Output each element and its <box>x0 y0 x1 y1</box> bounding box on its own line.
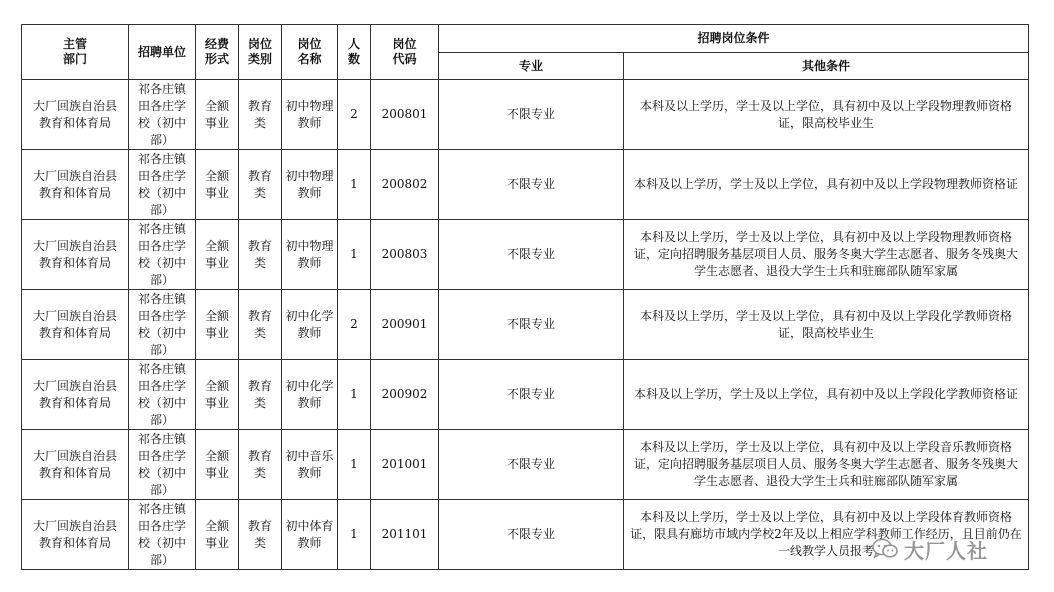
cell-position-name-text: 初中物理教师 <box>285 238 334 270</box>
cell-position-name-text: 初中化学教师 <box>285 378 334 410</box>
cell-position-name <box>282 430 338 500</box>
cell-code-text: 200802 <box>381 177 428 191</box>
cell-unit-text: 祁各庄镇田各庄学校（初中部） <box>137 291 186 357</box>
cell-position-name-text: 初中音乐教师 <box>285 448 334 480</box>
cell-category <box>239 500 282 570</box>
cell-position-name <box>282 500 338 570</box>
cell-other-conditions-text: 本科及以上学历，学士及以上学位，具有初中及以上学段物理教师资格证，限高校毕业生 <box>639 98 1012 130</box>
cell-dept-text: 大厂回族自治县教育和体育局 <box>32 98 117 130</box>
cell-major <box>439 430 624 500</box>
cell-code <box>371 360 439 430</box>
header-fund: 经费形式 <box>196 25 239 80</box>
cell-dept-text: 大厂回族自治县教育和体育局 <box>32 518 117 550</box>
cell-unit <box>129 430 196 500</box>
cell-category <box>239 150 282 220</box>
cell-count <box>338 220 371 290</box>
header-category: 岗位类别 <box>239 25 282 80</box>
cell-count-text: 1 <box>350 457 358 471</box>
cell-position-name <box>282 290 338 360</box>
cell-code-text: 200803 <box>381 247 428 261</box>
cell-count-text: 1 <box>350 247 358 261</box>
cell-unit-text: 祁各庄镇田各庄学校（初中部） <box>137 151 186 217</box>
cell-count-text: 1 <box>350 387 358 401</box>
cell-count-text: 1 <box>350 527 358 541</box>
cell-fund <box>196 150 239 220</box>
cell-major-text: 不限专业 <box>506 107 555 121</box>
cell-category <box>239 290 282 360</box>
cell-fund-text: 全额事业 <box>204 308 229 340</box>
cell-unit <box>129 150 196 220</box>
cell-code <box>371 500 439 570</box>
cell-count-text: 2 <box>350 107 358 121</box>
table-row <box>22 150 1029 220</box>
cell-fund-text: 全额事业 <box>204 518 229 550</box>
cell-code-text: 201001 <box>381 457 428 471</box>
cell-unit-text: 祁各庄镇田各庄学校（初中部） <box>137 431 186 497</box>
cell-unit <box>129 500 196 570</box>
cell-dept <box>22 80 129 150</box>
cell-major-text: 不限专业 <box>506 177 555 191</box>
cell-fund <box>196 290 239 360</box>
cell-fund-text: 全额事业 <box>204 168 229 200</box>
cell-major <box>439 500 624 570</box>
cell-dept-text: 大厂回族自治县教育和体育局 <box>32 238 117 270</box>
cell-major-text: 不限专业 <box>506 387 555 401</box>
cell-position-name <box>282 80 338 150</box>
table-row <box>22 220 1029 290</box>
cell-code-text: 201101 <box>381 527 428 541</box>
cell-unit-text: 祁各庄镇田各庄学校（初中部） <box>137 221 186 287</box>
cell-count <box>338 360 371 430</box>
cell-unit <box>129 360 196 430</box>
cell-dept <box>22 360 129 430</box>
cell-major-text: 不限专业 <box>506 247 555 261</box>
cell-code <box>371 150 439 220</box>
cell-count-text: 2 <box>350 317 358 331</box>
cell-major <box>439 220 624 290</box>
table-row <box>22 80 1029 150</box>
cell-major <box>439 360 624 430</box>
header-count: 人数 <box>338 25 371 80</box>
cell-position-name-text: 初中物理教师 <box>285 168 334 200</box>
cell-position-name-text: 初中体育教师 <box>285 518 334 550</box>
cell-unit-text: 祁各庄镇田各庄学校（初中部） <box>137 501 186 567</box>
cell-count <box>338 290 371 360</box>
cell-unit-text: 祁各庄镇田各庄学校（初中部） <box>137 361 186 427</box>
table-row <box>22 430 1029 500</box>
header-code: 岗位代码 <box>371 25 439 80</box>
cell-major <box>439 290 624 360</box>
cell-other-conditions <box>624 150 1029 220</box>
cell-category-text: 教育类 <box>247 168 272 200</box>
cell-count <box>338 500 371 570</box>
cell-other-conditions <box>624 80 1029 150</box>
cell-category-text: 教育类 <box>247 378 272 410</box>
cell-code-text: 200901 <box>381 317 428 331</box>
cell-code-text: 200902 <box>381 387 428 401</box>
header-major: 专业 <box>439 53 624 80</box>
cell-position-name <box>282 220 338 290</box>
cell-category-text: 教育类 <box>247 308 272 340</box>
cell-major <box>439 80 624 150</box>
cell-fund <box>196 430 239 500</box>
cell-category <box>239 430 282 500</box>
cell-dept <box>22 500 129 570</box>
cell-unit <box>129 290 196 360</box>
cell-dept <box>22 430 129 500</box>
cell-dept-text: 大厂回族自治县教育和体育局 <box>32 378 117 410</box>
cell-category <box>239 220 282 290</box>
cell-count-text: 1 <box>350 177 358 191</box>
cell-fund <box>196 220 239 290</box>
cell-category <box>239 80 282 150</box>
header-unit: 招聘单位 <box>129 25 196 80</box>
cell-other-conditions-text: 本科及以上学历，学士及以上学位，具有初中及以上学段物理教师资格证，定向招聘服务基层项目人员、服务冬奥大学生志愿者、服务冬残奥大学生志愿者、退役大学生士兵和驻廊部队随军家属 <box>633 230 1018 278</box>
cell-unit <box>129 220 196 290</box>
cell-other-conditions-text: 本科及以上学历，学士及以上学位，具有初中及以上学段化学教师资格证，限高校毕业生 <box>639 308 1012 340</box>
cell-fund-text: 全额事业 <box>204 378 229 410</box>
cell-dept <box>22 220 129 290</box>
cell-category-text: 教育类 <box>247 98 272 130</box>
cell-dept-text: 大厂回族自治县教育和体育局 <box>32 448 117 480</box>
cell-other-conditions <box>624 220 1029 290</box>
cell-other-conditions <box>624 360 1029 430</box>
cell-major-text: 不限专业 <box>506 527 555 541</box>
table-row <box>22 290 1029 360</box>
cell-unit <box>129 80 196 150</box>
cell-position-name-text: 初中物理教师 <box>285 98 334 130</box>
cell-code <box>371 290 439 360</box>
header-name: 岗位名称 <box>282 25 338 80</box>
cell-other-conditions <box>624 290 1029 360</box>
cell-other-conditions-text: 本科及以上学历，学士及以上学位，具有初中及以上学段音乐教师资格证，定向招聘服务基层项目人员、服务冬奥大学生志愿者、服务冬残奥大学生志愿者、退役大学生士兵和驻廊部队随军家属 <box>633 440 1018 488</box>
table-row <box>22 360 1029 430</box>
cell-position-name <box>282 150 338 220</box>
header-conditions: 招聘岗位条件 <box>439 25 1029 53</box>
cell-code <box>371 430 439 500</box>
cell-fund-text: 全额事业 <box>204 98 229 130</box>
cell-dept-text: 大厂回族自治县教育和体育局 <box>32 168 117 200</box>
cell-major <box>439 150 624 220</box>
cell-major-text: 不限专业 <box>506 317 555 331</box>
cell-other-conditions-text: 本科及以上学历，学士及以上学位，具有初中及以上学段体育教师资格证，限具有廊坊市域内学校2年及以上相应学科教师工作经历，且目前仍在一线教学人员报考 <box>630 510 1022 558</box>
cell-code <box>371 220 439 290</box>
cell-dept <box>22 290 129 360</box>
cell-fund <box>196 80 239 150</box>
cell-count <box>338 80 371 150</box>
cell-dept-text: 大厂回族自治县教育和体育局 <box>32 308 117 340</box>
cell-category <box>239 360 282 430</box>
cell-major-text: 不限专业 <box>506 457 555 471</box>
wechat-icon <box>872 538 898 560</box>
cell-fund <box>196 500 239 570</box>
cell-fund-text: 全额事业 <box>204 238 229 270</box>
cell-unit-text: 祁各庄镇田各庄学校（初中部） <box>137 81 186 147</box>
recruitment-table <box>21 24 1029 570</box>
cell-other-conditions <box>624 430 1029 500</box>
cell-code-text: 200801 <box>381 107 428 121</box>
watermark-text: 大厂人社 <box>904 538 988 563</box>
cell-other-conditions-text: 本科及以上学历，学士及以上学位，具有初中及以上学段化学教师资格证 <box>633 387 1018 401</box>
cell-dept <box>22 150 129 220</box>
cell-count <box>338 150 371 220</box>
cell-code <box>371 80 439 150</box>
cell-position-name-text: 初中化学教师 <box>285 308 334 340</box>
cell-category-text: 教育类 <box>247 238 272 270</box>
cell-category-text: 教育类 <box>247 518 272 550</box>
watermark <box>872 534 988 564</box>
cell-fund-text: 全额事业 <box>204 448 229 480</box>
cell-category-text: 教育类 <box>247 448 272 480</box>
cell-fund <box>196 360 239 430</box>
cell-position-name <box>282 360 338 430</box>
header-other: 其他条件 <box>624 53 1029 80</box>
cell-count <box>338 430 371 500</box>
cell-other-conditions-text: 本科及以上学历，学士及以上学位，具有初中及以上学段物理教师资格证 <box>633 177 1018 191</box>
header-dept: 主管部门 <box>22 25 129 80</box>
